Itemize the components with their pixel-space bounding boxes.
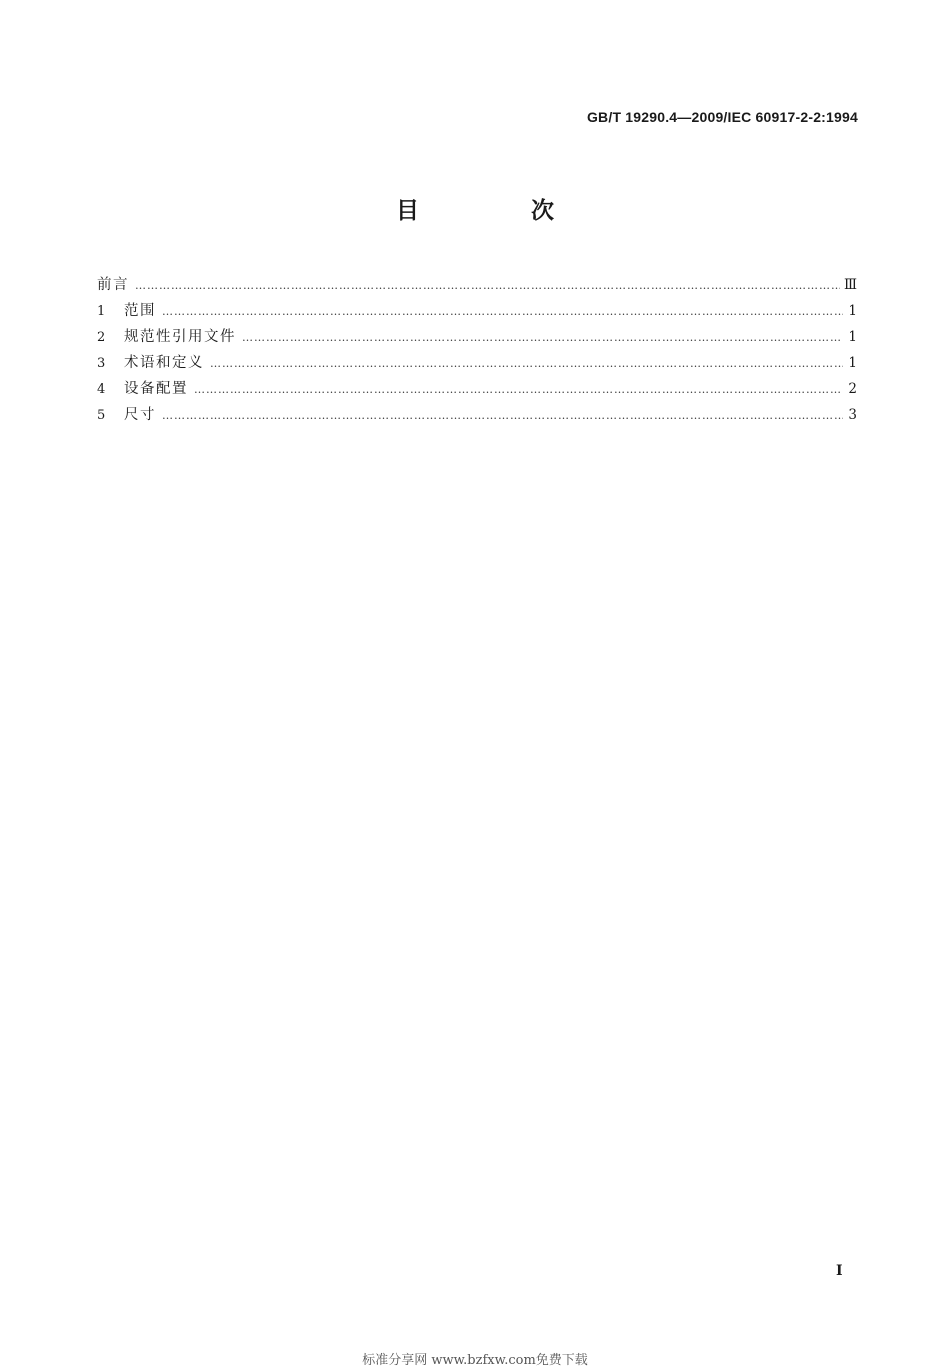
toc-entry-number: 2 [97,330,106,345]
toc-entry-number: 3 [97,356,106,371]
page-number: I [836,1263,843,1279]
toc-entry-label: 尺寸 [124,407,156,423]
toc-entry-page: 1 [848,329,857,345]
table-of-contents [97,272,857,428]
toc-entry-page: 3 [848,407,857,423]
toc-entry-terms-definitions[interactable] [97,350,857,376]
toc-entry-page: 1 [848,303,857,319]
toc-entry-page: Ⅲ [843,277,857,293]
toc-leader-dots [242,325,843,351]
toc-entry-foreword[interactable] [97,272,857,298]
toc-entry-dimensions[interactable] [97,402,857,428]
toc-entry-label: 范围 [124,303,156,319]
toc-leader-dots [210,351,843,377]
toc-entry-equipment-configuration[interactable] [97,376,857,402]
toc-entry-number: 5 [97,408,106,423]
toc-leader-dots [162,299,843,325]
toc-entry-page: 2 [848,381,857,397]
toc-entry-label: 前言 [97,277,129,293]
toc-leader-dots [194,377,843,403]
toc-title: 目 次 [395,198,606,224]
toc-entry-label: 规范性引用文件 [124,329,236,345]
toc-entry-scope[interactable] [97,298,857,324]
toc-entry-label: 术语和定义 [124,355,204,371]
toc-entry-page: 1 [848,355,857,371]
toc-entry-number: 1 [97,304,106,319]
toc-leader-dots [162,403,843,429]
toc-entry-normative-references[interactable] [97,324,857,350]
document-code: GB/T 19290.4—2009/IEC 60917-2-2:1994 [586,109,858,125]
toc-entry-number: 4 [97,382,106,397]
toc-entry-label: 设备配置 [124,381,188,397]
toc-leader-dots [135,273,840,299]
footer-watermark: 标准分享网 www.bzfxw.com免费下载 [362,1353,588,1368]
